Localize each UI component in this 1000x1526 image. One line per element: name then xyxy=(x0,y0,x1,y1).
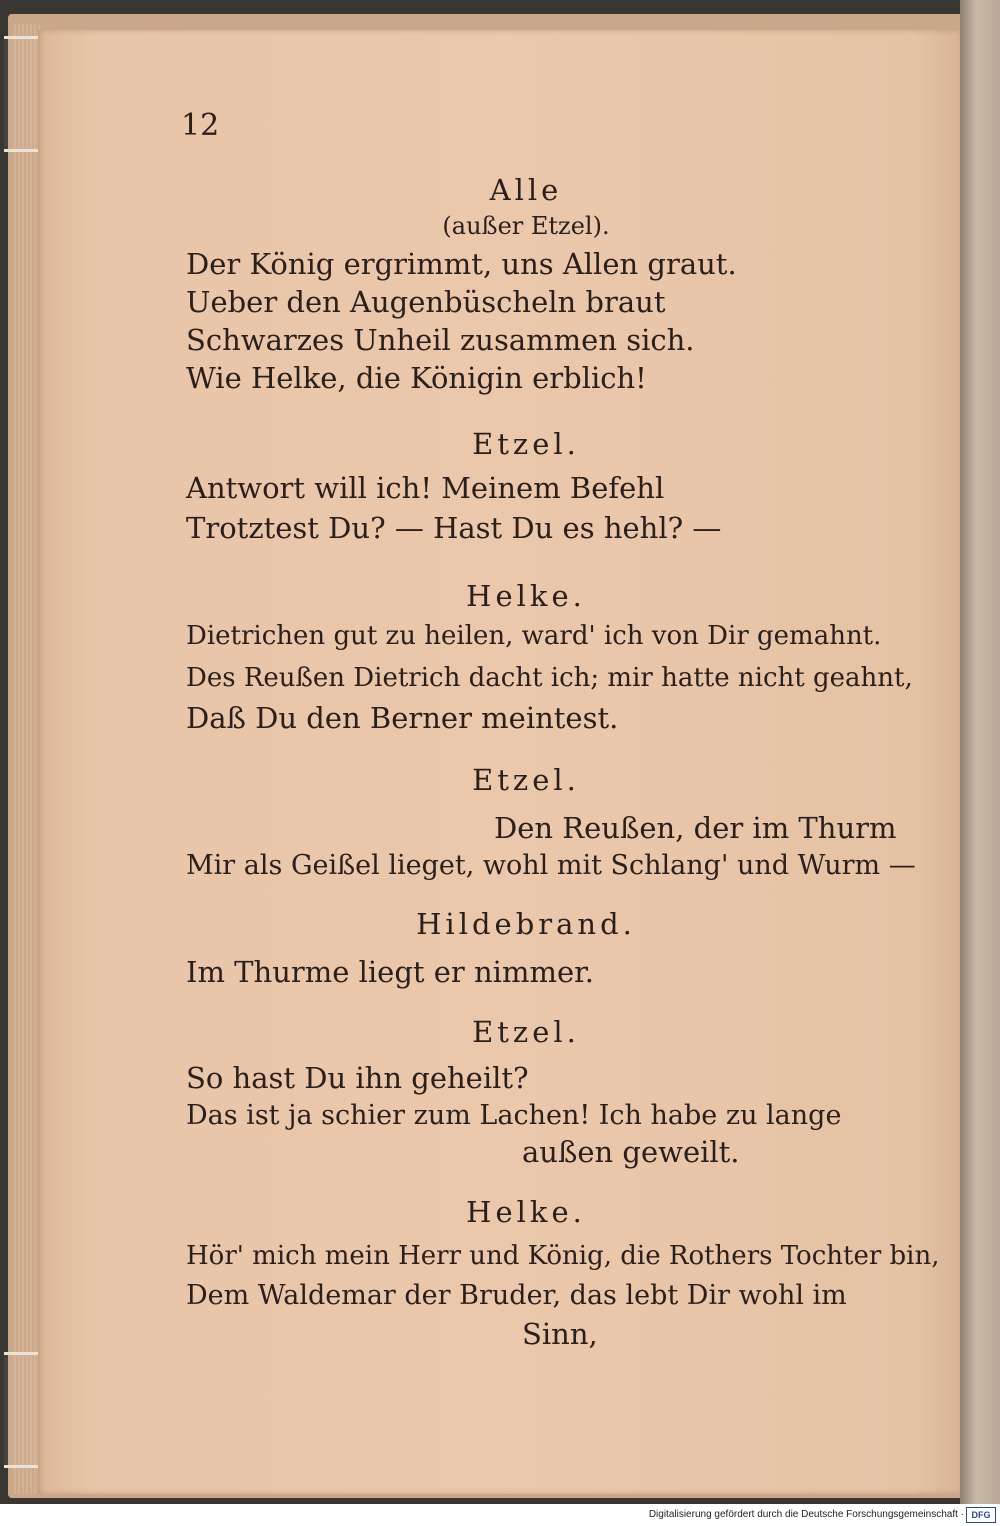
footer-bar xyxy=(0,1504,1000,1526)
verse-line: Den Reußen, der im Thurm xyxy=(494,811,897,845)
verse-line: Im Thurme liegt er nimmer. xyxy=(186,955,595,989)
speaker-heading: Helke. xyxy=(466,579,586,613)
speaker-heading: Helke. xyxy=(466,1195,586,1229)
verse-line: Antwort will ich! Meinem Befehl xyxy=(186,471,665,505)
speaker-heading: Etzel. xyxy=(472,1015,580,1049)
verse-line: Sinn, xyxy=(522,1317,598,1351)
verse-line: Dietrichen gut zu heilen, ward' ich von Dir gemahnt. xyxy=(186,621,882,651)
verse-line: Der König ergrimmt, uns Allen graut. xyxy=(186,247,737,281)
verse-line: Daß Du den Berner meintest. xyxy=(186,701,619,735)
verse-line: Ueber den Augenbüscheln braut xyxy=(186,285,666,319)
verse-line: Trotztest Du? — Hast Du es hehl? — xyxy=(186,511,722,545)
dfg-logo-icon: DFG xyxy=(966,1507,996,1523)
footer-credit: Digitalisierung gefördert durch die Deutsche Forschungsgemeinschaft · xyxy=(648,1509,964,1520)
verse-line: Mir als Geißel lieget, wohl mit Schlang' und Wurm — xyxy=(186,850,916,881)
verse-line: Das ist ja schier zum Lachen! Ich habe zu lange xyxy=(186,1100,842,1131)
stage-direction: (außer Etzel). xyxy=(442,212,610,240)
speaker-heading: Hildebrand. xyxy=(416,907,636,941)
page-number: 12 xyxy=(181,108,220,143)
verse-line: So hast Du ihn geheilt? xyxy=(186,1061,529,1095)
speaker-heading: Alle xyxy=(489,173,563,207)
verse-line: Des Reußen Dietrich dacht ich; mir hatte nicht geahnt, xyxy=(186,663,913,693)
speaker-heading: Etzel. xyxy=(472,763,580,797)
page-edges xyxy=(14,24,40,1494)
verse-line: Wie Helke, die Königin erblich! xyxy=(186,361,647,395)
verse-line: außen geweilt. xyxy=(522,1135,740,1169)
verse-line: Hör' mich mein Herr und König, die Rothers Tochter bin, xyxy=(186,1241,940,1271)
facing-page-edge xyxy=(960,0,1000,1504)
verse-line: Dem Waldemar der Bruder, das lebt Dir wohl im xyxy=(186,1280,847,1311)
verse-line: Schwarzes Unheil zusammen sich. xyxy=(186,323,695,357)
speaker-heading: Etzel. xyxy=(472,427,580,461)
